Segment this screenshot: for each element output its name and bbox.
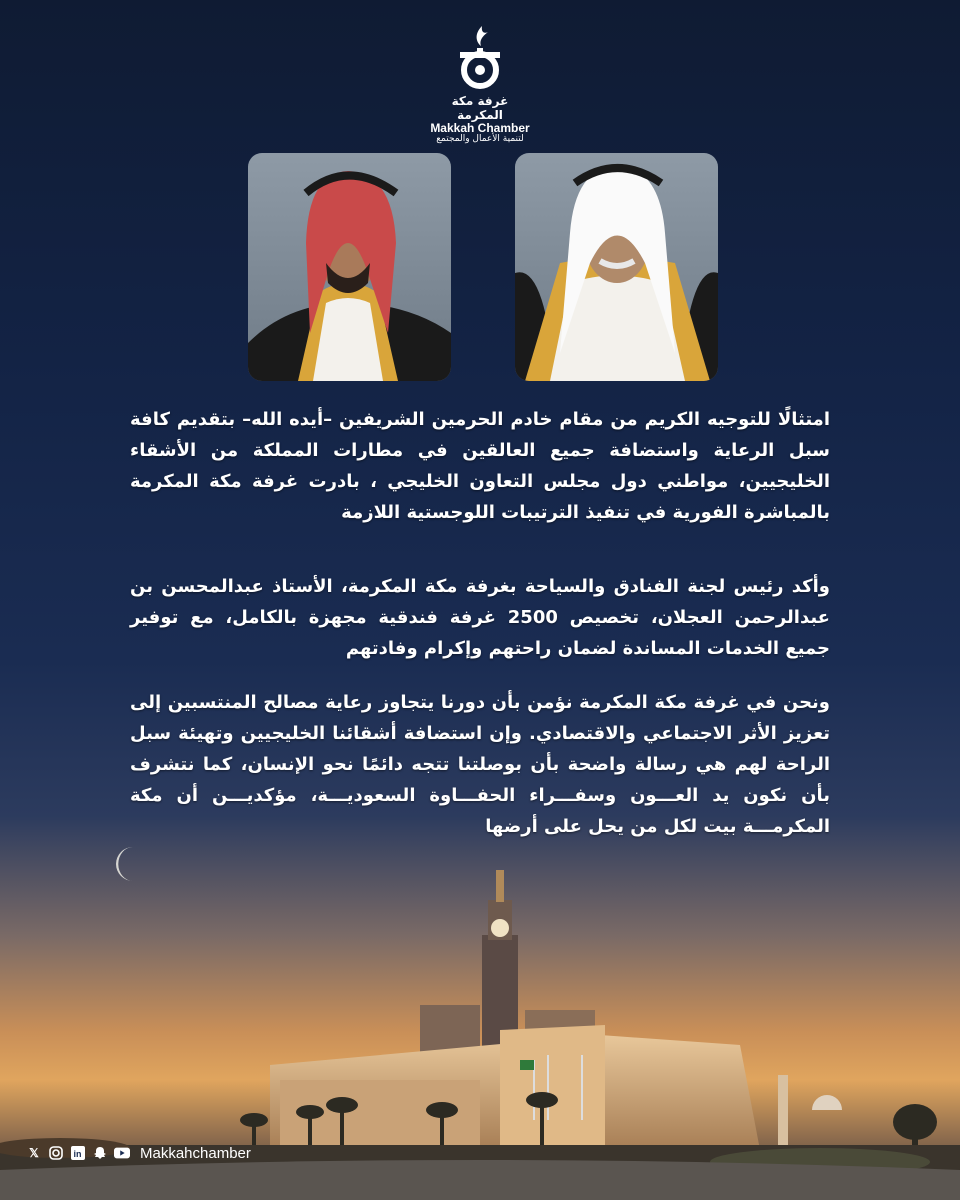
youtube-icon[interactable] [114,1145,130,1161]
portrait-crown-prince [248,153,451,381]
logo-tagline: لتنمية الأعمال والمجتمع [436,134,524,144]
social-handle[interactable]: Makkahchamber [140,1144,251,1162]
svg-text:in: in [73,1149,82,1159]
logo-name-en: Makkah Chamber [430,121,530,135]
logo-name-ar: غرفة مكة المكرمة [451,94,509,122]
linkedin-icon[interactable] [70,1145,86,1161]
paragraph-intro: امتثالًا للتوجيه الكريم من مقام خادم الحرمين الشريفين –أيده الله– بتقديم كافة سبل الرعاية واستضافة جميع العالقين في مطارات المملكة من الأشقاء الخليجيين، مواطني دول مجلس التعاون الخليجي ، بادرت غرفة مكة المكرمة بالمباشرة الفورية في تنفيذ الترتيبات اللوجستية اللازمة [130,409,830,523]
chamber-logo-mark-icon [450,20,510,90]
instagram-icon[interactable] [48,1145,64,1161]
snapchat-icon[interactable] [92,1145,108,1161]
paragraph-chamber-statement: ونحن في غرفة مكة المكرمة نؤمن بأن دورنا يتجاوز رعاية مصالح المنتسبين إلى تعزيز الأثر الاجتماعي والاقتصادي. وإن استضافة أشقائنا الخليجيين وتهيئة سبل الراحة لهم هي رسالة واضحة بأن بوصلتنا تتجه دائمًا نحو الإنسان، كما نتشرف بأن نكون يد العـــون وسفـــراء الحفـــاوة السعوديـــة، مؤكديـــن أن مكة المكرمـــة بيت لكل من يحل على أرضها [130,692,830,837]
social-footer [26,1142,251,1164]
chamber-logo [430,20,530,144]
portrait-king [515,153,718,381]
paragraph-hotel-allocation: وأكد رئيس لجنة الفنادق والسياحة بغرفة مكة المكرمة، الأستاذ عبدالمحسن بن عبدالرحمن العجلان، تخصيص 2500 غرفة فندقية مجهزة بالكامل، مع توفير جميع الخدمات المساندة لضمان راحتهم وإكرام وفادتهم [130,576,830,659]
x-icon[interactable]: 𝕏 [29,1146,39,1160]
